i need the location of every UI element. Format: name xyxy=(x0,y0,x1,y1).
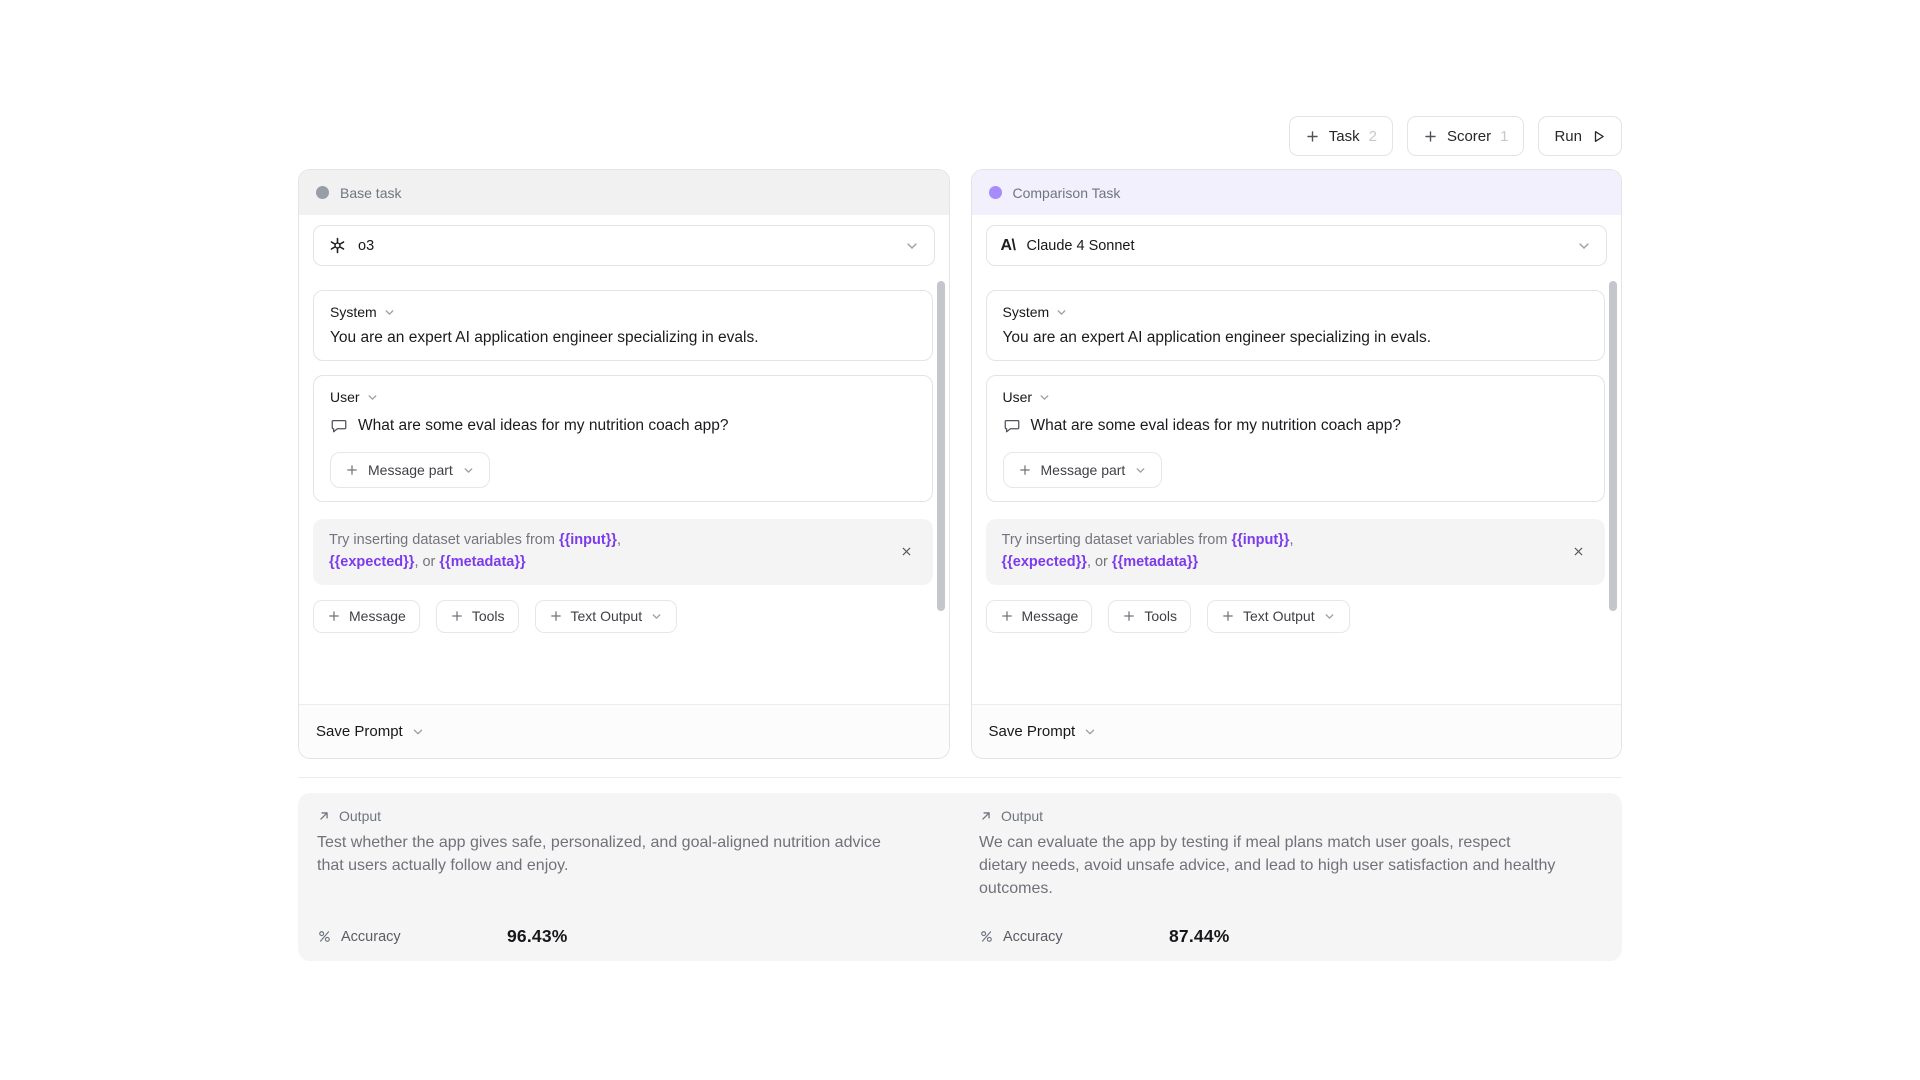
plus-icon xyxy=(1122,609,1136,623)
add-text-output-label: Text Output xyxy=(1243,608,1315,624)
chevron-down-icon xyxy=(383,306,396,319)
plus-icon xyxy=(1018,463,1032,477)
base-output-column xyxy=(298,793,960,961)
chevron-down-icon xyxy=(1323,610,1336,623)
save-prompt-label: Save Prompt xyxy=(316,723,403,740)
anthropic-logo-icon: A\ xyxy=(1000,236,1016,254)
prompt-actions-row xyxy=(986,600,1618,633)
model-selector[interactable] xyxy=(986,225,1608,266)
base-task-header xyxy=(299,170,949,215)
plus-icon xyxy=(1000,609,1014,623)
accuracy-row xyxy=(979,926,1602,947)
percent-icon xyxy=(317,929,332,944)
plus-icon xyxy=(1305,129,1320,144)
main-content xyxy=(298,0,1622,961)
chevron-down-icon xyxy=(1134,464,1147,477)
plus-icon xyxy=(345,463,359,477)
save-prompt-label: Save Prompt xyxy=(988,723,1076,740)
base-task-body xyxy=(299,215,949,704)
chevron-down-icon xyxy=(1055,306,1068,319)
accuracy-value: 87.44% xyxy=(1169,926,1230,946)
output-text: We can evaluate the app by testing if meal plans match user goals, respect dietary needs, avoid unsafe advice, and lead to high user satisfaction and healthy outcomes. xyxy=(979,834,1556,897)
hint-text: Try inserting dataset variables from {{input}}, {{expected}}, or {{metadata}} xyxy=(1001,532,1294,570)
add-text-output-button[interactable] xyxy=(535,600,678,633)
plus-icon xyxy=(450,609,464,623)
user-message-card xyxy=(313,375,933,502)
dataset-variables-hint xyxy=(313,519,933,585)
percent-icon xyxy=(979,929,994,944)
system-role-label: System xyxy=(330,304,377,320)
hint-text: Try inserting dataset variables from {{input}}, {{expected}}, or {{metadata}} xyxy=(329,532,621,570)
speech-bubble-icon xyxy=(1003,417,1021,435)
comparison-task-dot-icon xyxy=(989,186,1002,199)
plus-icon xyxy=(1423,129,1438,144)
base-task-dot-icon xyxy=(316,186,329,199)
user-role-dropdown[interactable] xyxy=(330,389,379,405)
add-message-button[interactable] xyxy=(313,600,420,633)
comparison-output-column xyxy=(960,793,1622,961)
output-text: Test whether the app gives safe, personalized, and goal-aligned nutrition advice that users actually follow and enjoy. xyxy=(317,834,881,874)
accuracy-value: 96.43% xyxy=(507,926,568,946)
save-prompt-button[interactable] xyxy=(989,723,1098,740)
comparison-task-body xyxy=(972,215,1622,704)
base-task-footer xyxy=(299,704,949,758)
accuracy-label: Accuracy xyxy=(341,928,401,945)
add-scorer-label: Scorer xyxy=(1446,127,1492,145)
speech-bubble-icon xyxy=(330,417,348,435)
model-selector[interactable] xyxy=(313,225,935,266)
add-scorer-button[interactable] xyxy=(1407,116,1525,156)
user-role-dropdown[interactable] xyxy=(1003,389,1052,405)
hint-close-button[interactable] xyxy=(1568,541,1589,562)
add-text-output-button[interactable] xyxy=(1207,600,1350,633)
comparison-task-footer xyxy=(972,704,1622,758)
system-role-dropdown[interactable] xyxy=(1003,304,1069,320)
output-label: Output xyxy=(339,808,382,824)
accuracy-row xyxy=(317,926,940,947)
add-task-label: Task xyxy=(1328,127,1360,145)
vertical-scrollbar[interactable] xyxy=(937,281,945,611)
add-tools-button[interactable] xyxy=(436,600,519,633)
system-message-text[interactable]: You are an expert AI application engineer specializing in evals. xyxy=(330,329,759,346)
chevron-down-icon xyxy=(1083,725,1097,739)
run-label: Run xyxy=(1554,127,1582,145)
add-task-button[interactable] xyxy=(1289,116,1393,156)
comparison-task-title: Comparison Task xyxy=(1012,184,1121,201)
plus-icon xyxy=(1221,609,1235,623)
user-message-card xyxy=(986,375,1606,502)
add-message-label: Message xyxy=(349,608,406,624)
chevron-down-icon xyxy=(462,464,475,477)
system-message-card xyxy=(313,290,933,361)
user-role-label: User xyxy=(1002,389,1033,405)
user-role-label: User xyxy=(330,389,360,405)
add-tools-label: Tools xyxy=(1144,608,1177,624)
system-role-label: System xyxy=(1002,304,1050,320)
add-message-button[interactable] xyxy=(986,600,1093,633)
add-message-part-label: Message part xyxy=(1040,462,1126,478)
task-panels xyxy=(298,169,1622,759)
openai-logo-icon xyxy=(328,236,347,255)
hint-close-button[interactable] xyxy=(896,541,917,562)
user-message-text[interactable]: What are some eval ideas for my nutrition coach app? xyxy=(1030,417,1401,434)
user-message-text[interactable]: What are some eval ideas for my nutrition coach app? xyxy=(358,417,729,434)
chevron-down-icon xyxy=(411,725,425,739)
add-message-part-button[interactable] xyxy=(330,452,490,488)
run-button[interactable] xyxy=(1538,116,1622,156)
prompt-actions-row xyxy=(313,600,945,633)
toolbar xyxy=(298,116,1622,157)
chevron-down-icon xyxy=(650,610,663,623)
scorer-count-badge: 1 xyxy=(1500,127,1509,145)
model-name: Claude 4 Sonnet xyxy=(1026,237,1135,254)
output-section xyxy=(298,793,1622,961)
comparison-task-panel xyxy=(971,169,1623,759)
arrow-up-right-icon xyxy=(317,809,331,823)
chevron-down-icon xyxy=(1038,391,1051,404)
section-divider xyxy=(298,777,1622,778)
prompt-scroll-area xyxy=(986,279,1618,650)
arrow-up-right-icon xyxy=(979,809,993,823)
chevron-down-icon xyxy=(366,391,379,404)
base-task-panel xyxy=(298,169,950,759)
chevron-down-icon xyxy=(904,238,920,254)
add-tools-button[interactable] xyxy=(1108,600,1191,633)
add-text-output-label: Text Output xyxy=(570,608,643,624)
save-prompt-button[interactable] xyxy=(316,723,425,740)
output-label: Output xyxy=(1001,808,1044,824)
add-message-part-label: Message part xyxy=(368,462,453,478)
base-task-title: Base task xyxy=(340,184,402,201)
system-message-text[interactable]: You are an expert AI application engineer specializing in evals. xyxy=(1002,329,1432,346)
add-message-part-button[interactable] xyxy=(1003,452,1163,488)
accuracy-label: Accuracy xyxy=(1003,928,1063,945)
vertical-scrollbar[interactable] xyxy=(1609,281,1617,611)
play-icon xyxy=(1591,129,1606,144)
comparison-task-header xyxy=(972,170,1622,215)
plus-icon xyxy=(327,609,341,623)
prompt-scroll-area xyxy=(313,279,945,650)
model-name: o3 xyxy=(358,237,375,254)
task-count-badge: 2 xyxy=(1368,127,1377,145)
chevron-down-icon xyxy=(1576,238,1592,254)
system-message-card xyxy=(986,290,1606,361)
system-role-dropdown[interactable] xyxy=(330,304,396,320)
add-message-label: Message xyxy=(1021,608,1079,624)
plus-icon xyxy=(549,609,563,623)
add-tools-label: Tools xyxy=(471,608,505,624)
dataset-variables-hint xyxy=(986,519,1606,585)
